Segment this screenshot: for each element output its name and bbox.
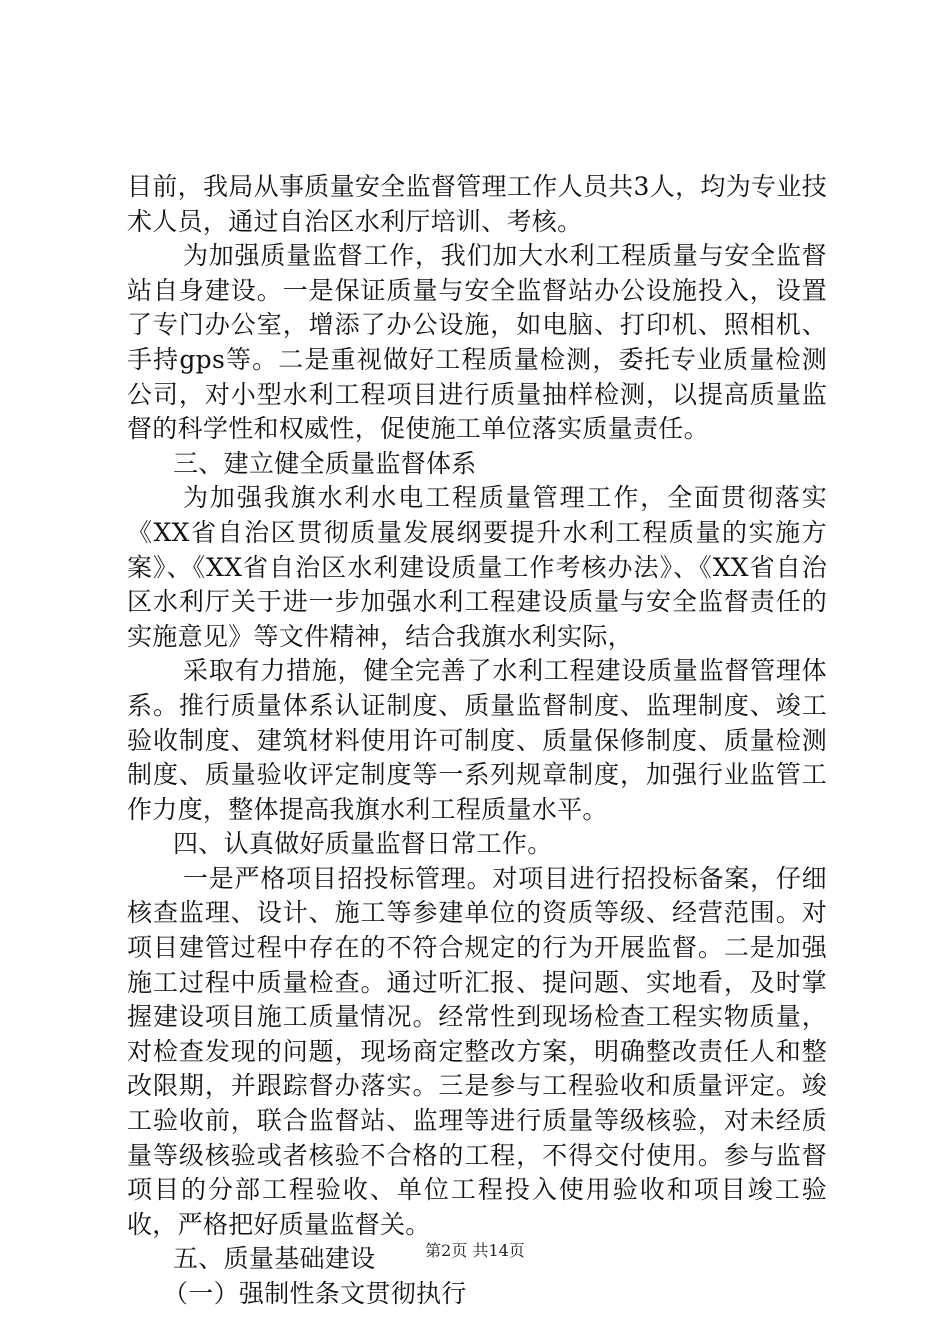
page-footer: 第2页 共14页: [425, 1241, 525, 1260]
section-heading-5: 五、质量基础建设: [173, 1244, 376, 1274]
paragraph-station-construction: 为加强质量监督工作，我们加大水利工程质量与安全监督站自身建设。一是保证质量与安全监督站办公设施投入，设置了专门办公室，增添了办公设施，如电脑、打印机、照相机、手持gps等。二是重视做好工程质量检测，委托专业质量检测公司，对小型水利工程项目进行质量抽样检测，以提高质量监督的科学性和权威性，促使施工单位落实质量责任。: [127, 241, 827, 444]
paragraph-system: 采取有力措施，健全完善了水利工程建设质量监督管理体系。推行质量体系认证制度、质量监督制度、监理制度、竣工验收制度、建筑材料使用许可制度、质量保修制度、质量检测制度、质量验收评定制度等一系列规章制度，加强行业监管工作力度，整体提高我旗水利工程质量水平。: [127, 656, 827, 824]
section-heading-4: 四、认真做好质量监督日常工作。: [173, 829, 553, 859]
paragraph-documents: 为加强我旗水利水电工程质量管理工作，全面贯彻落实《XX省自治区贯彻质量发展纲要提升水利工程质量的实施方案》、《XX省自治区水利建设质量工作考核办法》、《XX省自治区水利厅关于进一步加强水利工程建设质量与安全监督责任的实施意见》等文件精神，结合我旗水利实际，: [127, 483, 827, 651]
section-heading-3: 三、建立健全质量监督体系: [173, 448, 477, 478]
document-body: [127, 170, 827, 1312]
paragraph-daily-work: 一是严格项目招投标管理。对项目进行招投标备案，仔细核查监理、设计、施工等参建单位的资质等级、经营范围。对项目建管过程中存在的不符合规定的行为开展监督。二是加强施工过程中质量检查。通过听汇报、提问题、实地看，及时掌握建设项目施工质量情况。经常性到现场检查工程实物质量，对检查发现的问题，现场商定整改方案，明确整改责任人和整改限期，并跟踪督办落实。三是参与工程验收和质量评定。竣工验收前，联合监督站、监理等进行质量等级核验，对未经质量等级核验或者核验不合格的工程，不得交付使用。参与监督项目的分部工程验收、单位工程投入使用验收和项目竣工验收，严格把好质量监督关。: [127, 863, 827, 1239]
paragraph-staff: 目前，我局从事质量安全监督管理工作人员共3人，均为专业技术人员，通过自治区水利厅培训、考核。: [127, 172, 827, 236]
sub-heading-1: （一）强制性条文贯彻执行: [163, 1279, 467, 1308]
